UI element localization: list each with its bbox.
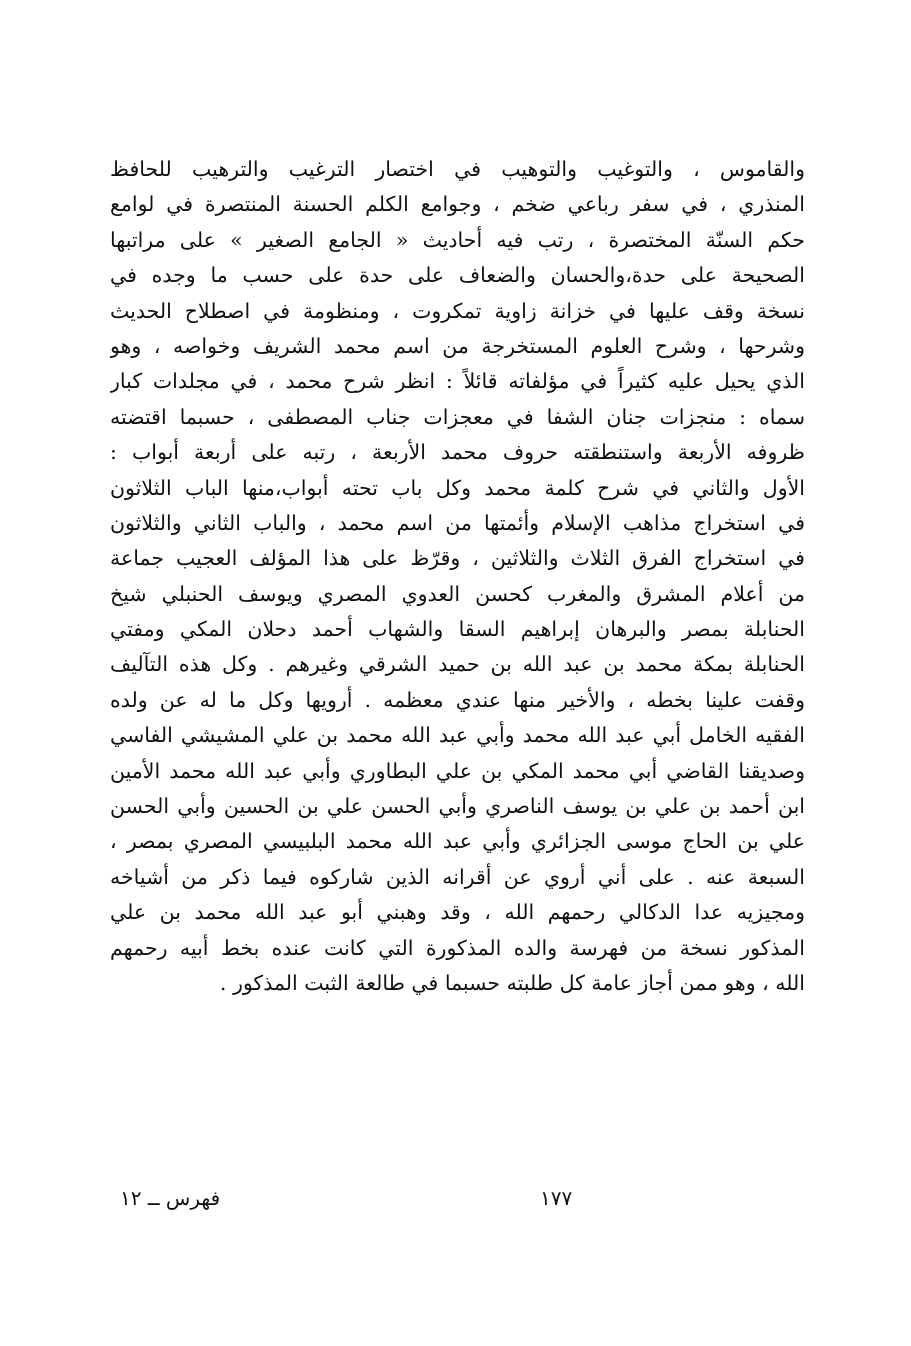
text-line-22: ومجيزيه عدا الدكالي رحمهم الله ، وقد وهبني أبو عبد الله محمد بن علي	[110, 900, 805, 925]
text-line-13: من أعلام المشرق والمغرب كحسن العدوي المصري ويوسف الحنبلي شيخ	[110, 581, 805, 606]
text-line-11: في استخراج مذاهب الإسلام وأئمتها من اسم محمد ، والباب الثاني والثلاثون	[110, 510, 805, 535]
text-line-2: المنذري ، في سفر رباعي ضخم ، وجوامع الكلم الحسنة المنتصرة في لوامع	[110, 192, 805, 217]
text-line-18: وصديقنا القاضي أبي محمد المكي بن علي البطاوري وأبي عبد الله محمد الأمين	[110, 758, 805, 783]
page-number: ١٧٧	[540, 1186, 573, 1210]
text-line-10: الأول والثاني في شرح كلمة محمد وكل باب تحته أبواب،منها الباب الثلاثون	[110, 475, 805, 500]
text-line-12: في استخراج الفرق الثلاث والثلاثين ، وقرّظ على هذا المؤلف العجيب جماعة	[110, 546, 805, 571]
text-line-1: والقاموس ، والتوغيب والتوهيب في اختصار الترغيب والترهيب للحافظ	[110, 157, 805, 181]
text-line-20: علي بن الحاج موسى الجزائري وأبي عبد الله محمد البلبيسي المصري بمصر ،	[110, 829, 805, 854]
text-line-23: المذكور نسخة من فهرسة والده المذكورة التي كانت عنده بخط أبيه رحمهم	[110, 935, 805, 960]
text-line-16: وقفت علينا بخطه ، والأخير منها عندي معظمه . أرويها وكل ما له عن ولده	[110, 687, 805, 712]
text-line-14: الحنابلة بمصر والبرهان إبراهيم السقا والشهاب أحمد دحلان المكي ومفتي	[110, 617, 805, 642]
text-line-3: حكم السنّة المختصرة ، رتب فيه أحاديث « الجامع الصغير » على مراتبها	[110, 227, 805, 252]
text-line-9: ظروفه الأربعة واستنطقته حروف محمد الأربعة ، رتبه على أربعة أبواب :	[110, 440, 805, 465]
text-line-17: الفقيه الخامل أبي عبد الله محمد وأبي عبد الله محمد بن علي المشيشي الفاسي	[110, 723, 805, 748]
text-line-15: الحنابلة بمكة محمد بن عبد الله بن حميد الشرقي وغيرهم . وكل هذه التآليف	[110, 652, 805, 677]
text-line-4: الصحيحة على حدة،والحسان والضعاف على حدة على حسب ما وجده في	[110, 263, 805, 288]
text-line-7: الذي يحيل عليه كثيراً في مؤلفاته قائلاً : انظر شرح محمد ، في مجلدات كبار	[110, 369, 805, 394]
text-line-6: وشرحها ، وشرح العلوم المستخرجة من اسم محمد الشريف وخواصه ، وهو	[110, 333, 805, 358]
text-line-19: ابن أحمد بن علي بن يوسف الناصري وأبي الحسن علي بن الحسين وأبي الحسن	[110, 794, 805, 819]
page-footer	[110, 1186, 805, 1216]
text-line-8: سماه : منجزات جنان الشفا في معجزات جناب المصطفى ، حسبما اقتضته	[110, 404, 805, 429]
text-line-5: نسخة وقف عليها في خزانة زاوية تمكروت ، ومنظومة في اصطلاح الحديث	[110, 298, 805, 323]
signature-mark: فهرس ــ ١٢	[120, 1186, 221, 1210]
text-line-24: الله ، وهو ممن أجاز عامة كل طلبته حسبما في طالعة الثبت المذكور .	[219, 970, 805, 995]
text-line-21: السبعة عنه . على أني أروي عن أقرانه الذين شاركوه فيما ذكر من أشياخه	[110, 864, 805, 889]
body-text	[110, 152, 805, 1001]
